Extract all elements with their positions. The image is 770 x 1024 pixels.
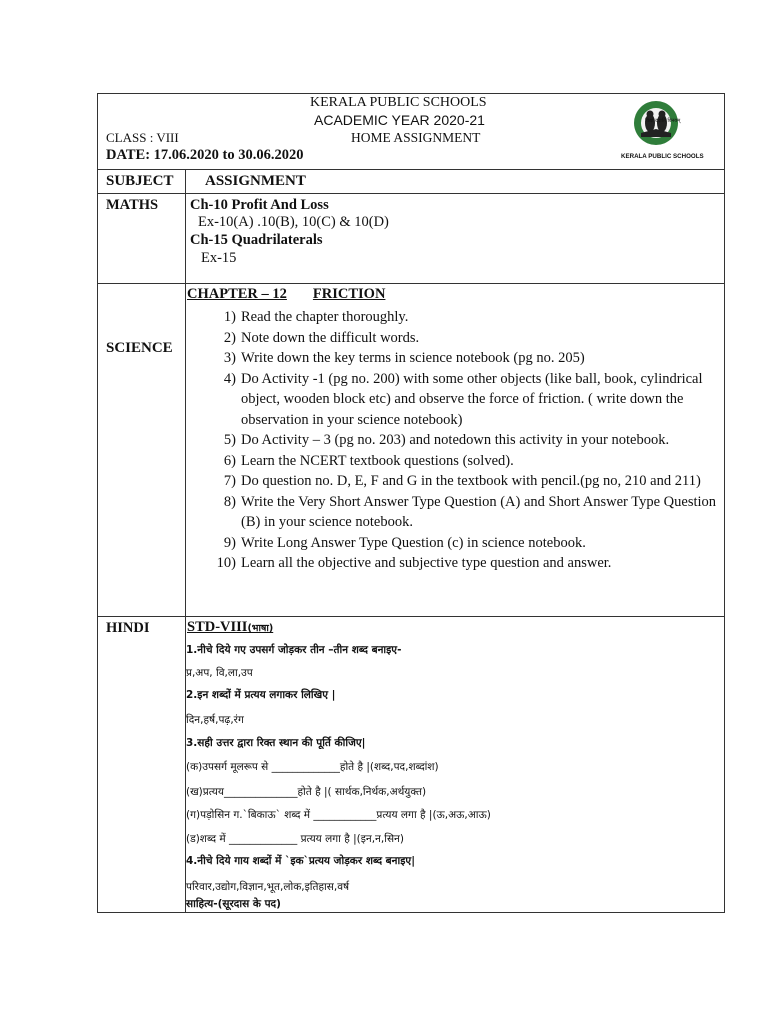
row-divider (98, 169, 724, 170)
list-item: 3) Write down the key terms in science notebook (pg no. 205) (223, 350, 585, 366)
hindi-text: प्र,अप, वि,ला,उप (186, 667, 253, 679)
logo-tagline: विद्या ददाति विनयम् (645, 118, 681, 124)
hindi-question: 3.सही उत्तर द्वारा रिक्त स्थान की पूर्ति कीजिए| (186, 737, 366, 749)
school-logo (621, 99, 704, 161)
hindi-question: 2.इन शब्दों में प्रत्यय लगाकर लिखिए | (186, 689, 336, 701)
hindi-text: साहित्य-(सूरदास के पद) (186, 898, 281, 910)
chapter-topic: FRICTION (312, 286, 386, 302)
assignment-type: HOME ASSIGNMENT (351, 130, 481, 145)
class-label: CLASS : VIII (106, 130, 179, 145)
hindi-subject: HINDI (106, 620, 150, 636)
chapter-number: CHAPTER – 12 (187, 286, 287, 302)
list-item: 10) Learn all the objective and subjective type question and answer. (216, 555, 612, 571)
academic-year: ACADEMIC YEAR 2020-21 (314, 112, 485, 128)
school-name: KERALA PUBLIC SCHOOLS (310, 95, 487, 110)
list-item: 5) Do Activity – 3 (pg no. 203) and notedown this activity in your notebook. (223, 432, 670, 448)
hindi-std-label: STD-VIII (187, 619, 248, 635)
logo-text: KERALA PUBLIC SCHOOLS (621, 153, 704, 160)
maths-exercise: Ex-10(A) .10(B), 10(C) & 10(D) (198, 214, 389, 230)
hindi-std (187, 619, 273, 636)
hindi-question: 4.नीचे दिये गाय शब्दों में `इक`प्रत्यय जोड़कर शब्द बनाइए| (186, 855, 416, 867)
hindi-text: दिन,हर्ष,पढ़,रंग (186, 714, 244, 726)
hindi-text: (ख)प्रत्यय______________होते है |( सार्थक,निर्थक,अर्थयुक्त) (186, 786, 427, 798)
science-chapter (187, 286, 385, 303)
list-item: 9) Write Long Answer Type Question (c) in science notebook. (223, 534, 586, 551)
hindi-text: (ड)शब्द में _____________ प्रत्यय लगा है |(इन,न,सिन) (186, 833, 404, 845)
maths-subject: MATHS (106, 197, 159, 213)
maths-chapter: Ch-15 Quadrilaterals (190, 232, 323, 248)
row-divider (98, 193, 724, 194)
list-item: 7) Do question no. D, E, F and G in the textbook with pencil.(pg no, 210 and 211) (223, 473, 701, 489)
list-item: 4) Do Activity -1 (pg no. 200) with some other objects (like ball, book, cylindrical object, wooden block etc) and observe the force of friction. ( write down the observation in your science notebook) (223, 370, 703, 428)
list-item: 6) Learn the NCERT textbook questions (solved). (223, 452, 514, 469)
row-divider (98, 283, 724, 284)
hindi-text: (क)उपसर्ग मूलरूप से _____________होते है |(शब्द,पद,शब्दांश) (186, 761, 439, 773)
assignment-table (97, 93, 725, 913)
list-item: 8) Write the Very Short Answer Type Question (A) and Short Answer Type Question (B) in your science notebook. (223, 493, 717, 530)
list-item: 2) Note down the difficult words. (223, 329, 420, 346)
assignment-column-header: ASSIGNMENT (205, 173, 306, 189)
hindi-question: 1.नीचे दिये गए उपसर्ग जोड़कर तीन –तीन शब्द बनाइए- (186, 644, 402, 656)
science-subject: SCIENCE (106, 340, 173, 356)
science-task-list (196, 307, 726, 574)
hindi-text: (ग)पड़ोसिन ग.`बिकाऊ` शब्द में ____________प्रत्यय लगा है |(ऊ,अऊ,आऊ) (186, 809, 491, 821)
subject-column-header: SUBJECT (106, 173, 174, 189)
row-divider (98, 616, 724, 617)
hindi-std-suffix: (भाषा) (247, 623, 274, 634)
date-range: DATE: 17.06.2020 to 30.06.2020 (106, 147, 304, 163)
hindi-text: परिवार,उद्योग,विज्ञान,भूत,लोक,इतिहास,वर्ष (186, 881, 350, 893)
maths-exercise: Ex-15 (201, 250, 237, 266)
column-divider (185, 169, 186, 912)
maths-chapter: Ch-10 Profit And Loss (190, 197, 329, 213)
list-item: 1) Read the chapter thoroughly. (223, 309, 409, 325)
